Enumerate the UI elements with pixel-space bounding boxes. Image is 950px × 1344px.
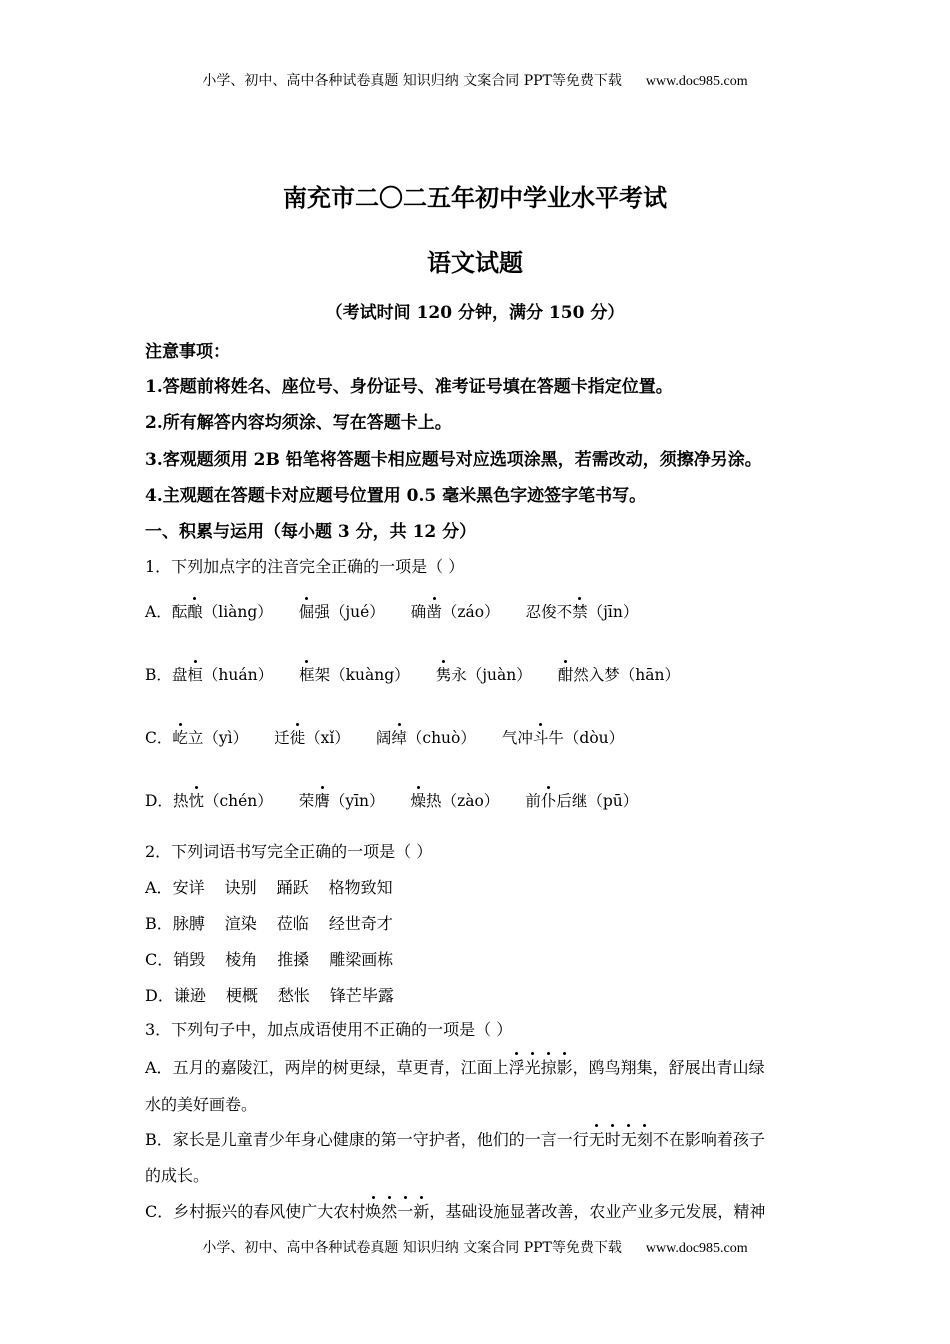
option-text: ，基础设施显著改善，农业产业多元发展，精神 xyxy=(429,1202,766,1221)
question-3-option-b xyxy=(145,1127,825,1150)
word-part: 酝 xyxy=(171,603,188,621)
word: 格物致知 xyxy=(328,878,393,897)
word: 安详 xyxy=(172,878,205,897)
dotted-char: 酿 xyxy=(187,600,203,622)
option-text: 乡村振兴的春风使广大农村 xyxy=(173,1202,366,1221)
question-3-stem: 3．下列句子中，加点成语使用不正确的一项是（ ） xyxy=(145,1020,513,1039)
dotted-char: 光 xyxy=(525,1055,541,1078)
question-2-option xyxy=(145,875,825,898)
option-label: B． xyxy=(145,1130,173,1149)
word-part: 气冲 xyxy=(501,729,533,747)
option-label: D． xyxy=(145,792,173,810)
word: 渲染 xyxy=(224,914,257,933)
pinyin: （chén） xyxy=(203,792,273,810)
pinyin-item xyxy=(274,726,350,748)
notice-item: 1.答题前将姓名、座位号、身份证号、准考证号填在答题卡指定位置。 xyxy=(145,377,673,397)
word-part: 阔 xyxy=(375,729,392,747)
pinyin-item xyxy=(376,726,476,748)
question-2-stem: 2．下列词语书写完全正确的一项是（ ） xyxy=(145,842,433,861)
dotted-char: 凿 xyxy=(426,600,442,622)
header-text: 小学、初中、高中各种试卷真题 知识归纳 文案合同 PPT等免费下载 xyxy=(202,73,622,89)
question-2-option xyxy=(145,947,825,970)
word: 莅临 xyxy=(276,914,309,933)
dotted-char: 无 xyxy=(621,1127,637,1150)
dotted-idiom xyxy=(365,1202,429,1221)
option-text: 家长是儿童青少年身心健康的第一守护者，他们的一言一行 xyxy=(172,1130,589,1149)
word-part: 荣 xyxy=(298,792,315,810)
pinyin-item xyxy=(525,789,638,811)
pinyin-item xyxy=(173,789,273,811)
dotted-char: 框 xyxy=(299,663,315,685)
dotted-idiom xyxy=(509,1058,573,1077)
dotted-char: 斗 xyxy=(533,726,549,748)
question-1-stem: 1．下列加点字的注音完全正确的一项是（ ） xyxy=(145,557,465,576)
dotted-char: 然 xyxy=(381,1199,397,1222)
footer-text: 小学、初中、高中各种试卷真题 知识归纳 文案合同 PPT等免费下载 xyxy=(202,1240,622,1256)
notice-item: 2.所有解答内容均须涂、写在答题卡上。 xyxy=(145,413,452,433)
pinyin-item xyxy=(411,600,500,622)
option-label: A． xyxy=(145,1058,173,1077)
question-1-option xyxy=(145,600,825,622)
word-part: 架 xyxy=(314,666,331,684)
word: 推搡 xyxy=(277,950,310,969)
option-label: B． xyxy=(145,666,172,684)
word: 梗概 xyxy=(225,986,258,1005)
dotted-char: 膺 xyxy=(314,789,330,811)
word-part: 热 xyxy=(426,792,442,810)
option-label: C． xyxy=(145,1202,174,1221)
pinyin: （yì） xyxy=(203,729,249,747)
dotted-char: 倔 xyxy=(299,600,315,622)
dotted-char: 禁 xyxy=(572,600,588,622)
pinyin: （jīn） xyxy=(587,603,639,621)
word: 雕梁画栋 xyxy=(329,950,394,969)
pinyin-item xyxy=(172,663,273,685)
dotted-char: 屹 xyxy=(172,726,188,748)
pinyin: （pū） xyxy=(587,792,639,810)
pinyin-item xyxy=(299,600,385,622)
word-part: 热 xyxy=(172,792,189,810)
pinyin: （dòu） xyxy=(563,729,625,747)
pinyin-item xyxy=(172,600,273,622)
pinyin: （chuò） xyxy=(406,729,476,747)
dotted-char: 刻 xyxy=(637,1127,653,1150)
dotted-char: 桓 xyxy=(187,663,203,685)
pinyin: （záo） xyxy=(441,603,500,621)
question-2-option xyxy=(145,911,825,934)
pinyin-item xyxy=(172,726,248,748)
option-text: 五月的嘉陵江，两岸的树更绿，草更青，江面上 xyxy=(172,1058,509,1077)
question-1-option xyxy=(145,789,825,811)
dotted-char: 忱 xyxy=(188,789,204,811)
pinyin: （jué） xyxy=(329,603,385,621)
pinyin: （juàn） xyxy=(466,666,532,684)
option-label: B． xyxy=(145,914,173,933)
section-heading: 一、积累与运用（每小题 3 分，共 12 分） xyxy=(145,522,477,542)
dotted-char: 徙 xyxy=(290,726,306,748)
pinyin-item xyxy=(526,600,639,622)
header-site[interactable]: www.doc985.com xyxy=(645,74,748,89)
dotted-char: 一 xyxy=(397,1199,413,1222)
pinyin: （kuàng） xyxy=(330,666,410,684)
word-part: 盘 xyxy=(171,666,188,684)
pinyin: （liàng） xyxy=(202,603,273,621)
word-part: 永 xyxy=(451,666,467,684)
word-part: 牛 xyxy=(548,729,564,747)
pinyin: （zào） xyxy=(441,792,500,810)
dotted-idiom xyxy=(589,1130,653,1149)
word-part: 然入梦 xyxy=(573,666,620,684)
dotted-char: 酣 xyxy=(558,663,574,685)
word-part: 后继 xyxy=(556,792,588,810)
word: 谦逊 xyxy=(173,986,206,1005)
word: 踊跃 xyxy=(276,878,309,897)
word: 锋芒毕露 xyxy=(329,986,394,1005)
option-label: A． xyxy=(145,878,173,897)
option-text: ，鸥鸟翔集，舒展出青山绿 xyxy=(572,1058,765,1077)
footer-site[interactable]: www.doc985.com xyxy=(645,1241,748,1256)
pinyin-item xyxy=(299,789,385,811)
question-3-option-c xyxy=(145,1199,825,1222)
word: 脉膊 xyxy=(172,914,205,933)
question-1-option xyxy=(145,663,825,685)
question-3-option-a-cont: 水的美好画卷。 xyxy=(145,1095,258,1114)
word-part: 确 xyxy=(410,603,427,621)
pinyin-item xyxy=(411,789,500,811)
exam-subject: 语文试题 xyxy=(427,248,523,277)
question-3-option-a xyxy=(145,1055,825,1078)
dotted-char: 影 xyxy=(557,1055,573,1078)
dotted-char: 仆 xyxy=(541,789,557,811)
dotted-char: 绰 xyxy=(391,726,407,748)
question-1-option xyxy=(145,726,825,748)
page-header xyxy=(0,70,950,90)
notice-item: 3.客观题须用 2B 铅笔将答题卡相应题号对应选项涂黑，若需改动，须擦净另涂。 xyxy=(145,450,762,470)
word: 销毁 xyxy=(173,950,206,969)
word-part: 立 xyxy=(187,729,204,747)
pinyin-item xyxy=(502,726,624,748)
dotted-char: 时 xyxy=(605,1127,621,1150)
dotted-char: 燥 xyxy=(411,789,427,811)
option-text: 不在影响着孩子 xyxy=(652,1130,765,1149)
dotted-char: 隽 xyxy=(436,663,452,685)
option-label: D． xyxy=(145,986,174,1005)
dotted-char: 掠 xyxy=(541,1055,557,1078)
question-3-option-b-cont: 的成长。 xyxy=(145,1166,210,1185)
question-2-option xyxy=(145,983,825,1006)
pinyin-item xyxy=(558,663,680,685)
pinyin: （hān） xyxy=(619,666,680,684)
word-part: 前 xyxy=(525,792,541,810)
pinyin: （yīn） xyxy=(329,792,385,810)
dotted-char: 浮 xyxy=(509,1055,525,1078)
notice-item: 4.主观题在答题卡对应题号位置用 0.5 毫米黑色字迹签字笔书写。 xyxy=(145,486,647,506)
exam-info: （考试时间 120 分钟，满分 150 分） xyxy=(325,303,625,323)
exam-title: 南充市二〇二五年初中学业水平考试 xyxy=(283,183,667,212)
page-footer xyxy=(0,1237,950,1257)
word-part: 强 xyxy=(314,603,330,621)
dotted-char: 无 xyxy=(589,1127,605,1150)
dotted-char: 新 xyxy=(413,1199,429,1222)
pinyin-item xyxy=(436,663,532,685)
pinyin: （xǐ） xyxy=(305,729,350,747)
option-label: C． xyxy=(145,950,174,969)
notice-heading: 注意事项： xyxy=(145,342,230,362)
option-label: C． xyxy=(145,729,173,747)
word: 棱角 xyxy=(225,950,258,969)
pinyin: （huán） xyxy=(202,666,274,684)
pinyin-item xyxy=(299,663,410,685)
word: 经世奇才 xyxy=(328,914,393,933)
word-part: 忍俊不 xyxy=(525,603,573,621)
dotted-char: 焕 xyxy=(365,1199,381,1222)
word: 诀别 xyxy=(224,878,257,897)
word-part: 迁 xyxy=(274,729,290,747)
word: 愁怅 xyxy=(277,986,310,1005)
option-label: A． xyxy=(145,603,172,621)
